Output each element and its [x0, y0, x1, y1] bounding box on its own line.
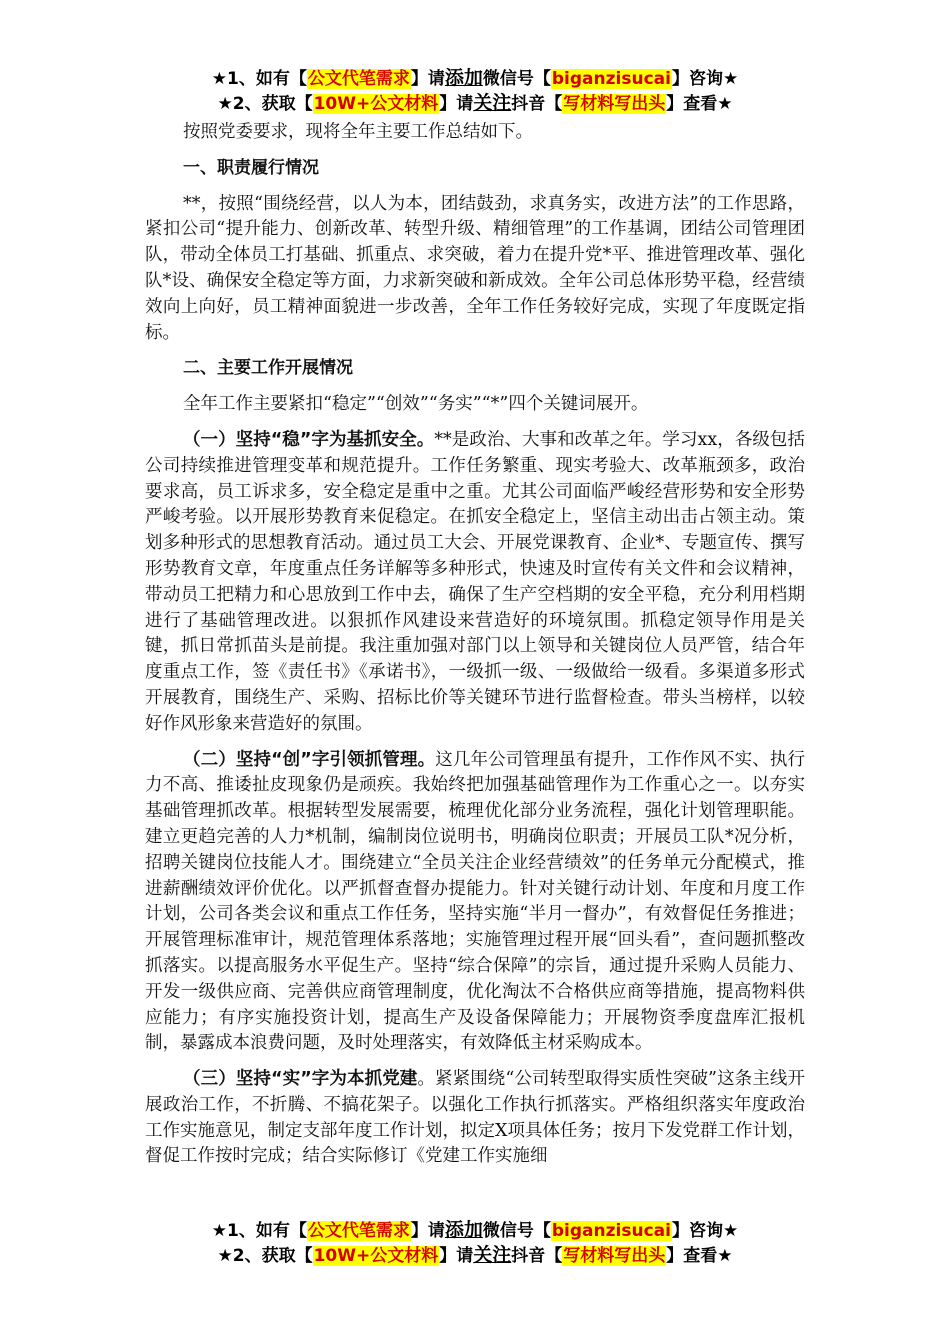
- promo-text: 】查看★: [666, 94, 733, 114]
- promo-text: 】咨询★: [671, 69, 739, 89]
- promo-text: 微信号【: [482, 1221, 551, 1241]
- document-body: [145, 120, 805, 1170]
- promo-wechat-id: biganzisucai: [551, 1221, 671, 1241]
- promo-banner-bottom: [0, 1218, 950, 1268]
- promo-text: 】查看★: [666, 1246, 733, 1266]
- item-1-body: **是政治、大事和改革之年。学习xx，各级包括公司持续推进管理变革和规范提升。工作任务繁重、现实考验大、改革瓶颈多，政治要求高，员工诉求多，安全稳定是重中之重。尤其公司面临严峻经营形势和安全形势严峻考验。以开展形势教育来促稳定。在抓安全稳定上，坚信主动出击占领主动。策划多种形式的思想教育活动。通过员工大会、开展党课教育、企业*、专题宣传、撰写形势教育文章，年度重点任务详解等多种形式，快速及时宣传有关文件和会议精神，带动员工把精力和心思放到工作中去，确保了生产空档期的安全平稳，充分利用档期进行了基础管理改进。以狠抓作风建设来营造好的环境氛围。抓稳定领导作用是关键，抓日常抓苗头是前提。我注重加强对部门以上领导和关键岗位人员严管，结合年度重点工作，签《责任书》《承诺书》，一级抓一级、一级做给一级看。多渠道多形式开展教育，围绕生产、采购、招标比价等关键环节进行监督检查。带头当榜样，以较好作风形象来营造好的氛围。: [145, 429, 805, 734]
- promo-wechat-id: biganzisucai: [551, 69, 671, 89]
- promo-highlight: 10W+公文材料: [313, 94, 439, 114]
- section-heading-2: 二、主要工作开展情况: [183, 358, 353, 379]
- promo-douyin-id: 写材料写出头: [563, 1246, 666, 1266]
- promo-text: ★2、获取【: [217, 1246, 313, 1266]
- promo-text: 】咨询★: [671, 1221, 739, 1241]
- promo-line-1: [0, 66, 950, 91]
- promo-underlined: 添加: [444, 1219, 483, 1241]
- promo-text: 】请: [439, 94, 474, 114]
- section-1-paragraph: **，按照“围绕经营，以人为本，团结鼓劲，求真务实，改进方法”的工作思路，紧扣公司“提升能力、创新改革、转型升级、精细管理”的工作基调，团结公司管理团队，带动全体员工打基础、抓重点、求突破，着力在提升党*平、推进管理改革、强化队*设、确保安全稳定等方面，力求新突破和新成效。全年公司总体形势平稳，经营绩效向上向好，员工精神面貌进一步改善，全年工作任务较好完成，实现了年度既定指标。: [145, 193, 805, 343]
- promo-text: ★1、如有【: [211, 69, 307, 89]
- promo-text: 微信号【: [482, 69, 551, 89]
- promo-line-2: [0, 1243, 950, 1268]
- item-1-paragraph: [145, 428, 805, 738]
- item-3-title: （三）坚持“实”字为本抓党建: [183, 1069, 418, 1090]
- promo-highlight: 10W+公文材料: [313, 1246, 439, 1266]
- promo-underlined: 添加: [444, 67, 483, 89]
- promo-text: ★2、获取【: [217, 94, 313, 114]
- promo-highlight: 公文代笔需求: [307, 1221, 410, 1241]
- promo-text: 抖音【: [511, 94, 563, 114]
- item-2-title: （二）坚持“创”字引领抓管理。: [183, 749, 436, 770]
- promo-highlight: 公文代笔需求: [307, 69, 410, 89]
- item-2-paragraph: [145, 748, 805, 1058]
- promo-text: ★1、如有【: [211, 1221, 307, 1241]
- promo-underlined: 关注: [473, 92, 512, 114]
- promo-douyin-id: 写材料写出头: [563, 94, 666, 114]
- promo-text: 】请: [439, 1246, 474, 1266]
- promo-text: 】请: [410, 69, 445, 89]
- section-2-intro: 全年工作主要紧扣“稳定”“创效”“务实”“*”四个关键词展开。: [183, 394, 649, 415]
- promo-line-2: [0, 91, 950, 116]
- section-heading-1: 一、职责履行情况: [183, 157, 319, 178]
- promo-text: 】请: [410, 1221, 445, 1241]
- item-2-body: 这几年公司管理虽有提升，工作作风不实、执行力不高、推诿扯皮现象仍是顽疾。我始终把加强基础管理作为工作重心之一。以夯实基础管理抓改革。根据转型发展需要，梳理优化部分业务流程，强化计划管理职能。建立更趋完善的人力*机制，编制岗位说明书，明确岗位职责；开展员工队*况分析，招聘关键岗位技能人才。围绕建立“全员关注企业经营绩效”的任务单元分配模式，推进薪酬绩效评价优化。以严抓督查督办提能力。针对关键行动计划、年度和月度工作计划，公司各类会议和重点工作任务，坚持实施“半月一督办”，有效督促任务推进；开展管理标准审计，规范管理体系落地；实施管理过程开展“回头看”，查问题抓整改抓落实。以提高服务水平促生产。坚持“综合保障”的宗旨，通过提升采购人员能力、开发一级供应商、完善供应商管理制度，优化淘汰不合格供应商等措施，提高物料供应能力；有序实施投资计划，提高生产及设备保障能力；开展物资季度盘库汇报机制，暴露成本浪费问题，及时处理落实，有效降低主材采购成本。: [145, 749, 805, 1054]
- item-3-body: 。紧紧围绕“公司转型取得实质性突破”这条主线开展政治工作，不折腾、不搞花架子。以强化工作执行抓落实。严格组织落实年度政治工作实施意见，制定支部年度工作计划，拟定X项具体任务；按月下发党群工作计划，督促工作按时完成；结合实际修订《党建工作实施细: [145, 1069, 805, 1167]
- promo-banner-top: [0, 66, 950, 116]
- promo-underlined: 关注: [473, 1244, 512, 1266]
- intro-paragraph: 按照党委要求，现将全年主要工作总结如下。: [183, 122, 533, 142]
- promo-text: 抖音【: [511, 1246, 563, 1266]
- item-3-paragraph: [145, 1067, 805, 1170]
- promo-line-1: [0, 1218, 950, 1243]
- item-1-title: （一）坚持“稳”字为基抓安全。: [183, 429, 435, 450]
